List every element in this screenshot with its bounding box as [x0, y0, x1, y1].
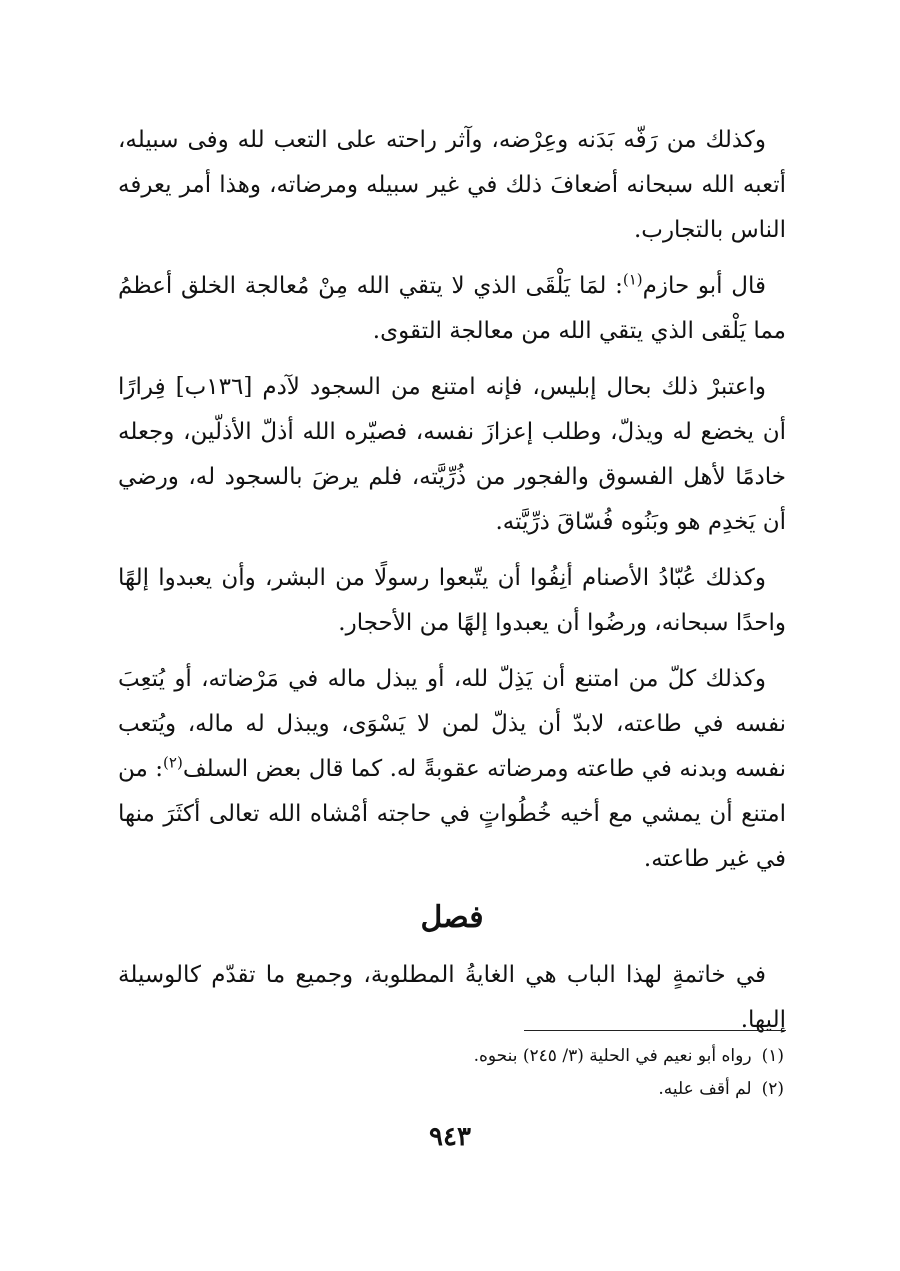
footnote-1-text: رواه أبو نعيم في الحلية (٣/ ٢٤٥) بنحوه. — [473, 1046, 752, 1066]
footnote-divider — [524, 1030, 786, 1031]
paragraph-2-after: : لمَا يَلْقَى الذي لا يتقي الله مِنْ مُعالجة الخلق أعظمُ مما يَلْقى الذي يتقي الله من معالجة التقوى. — [118, 273, 786, 344]
paragraph-5-before: وكذلك كلّ من امتنع أن يَذِلّ لله، أو يبذل ماله في مَرْضاته، أو يُتعِبَ نفسه في طاعته، لابدّ أن يذلّ لمن لا يَسْوَى، ويبذل له ماله، ويُتعب نفسه وبدنه في طاعته ومرضاته عقوبةً له. كما قال بعض السلف — [118, 666, 786, 782]
section-heading: فصل — [420, 900, 484, 935]
paragraph-1 — [118, 118, 786, 253]
paragraph-1-text: وكذلك من رَفّه بَدَنه وعِرْضه، وآثر راحته على التعب لله وفى سبيله، أتعبه الله سبحانه أضعافَ ذلك في غير سبيله ومرضاته، وهذا أمر يعرفه الناس بالتجارب. — [118, 127, 786, 243]
footnote-2-text: لم أقف عليه. — [658, 1079, 752, 1099]
main-text — [118, 118, 786, 1054]
paragraph-3-text: واعتبرْ ذلك بحال إبليس، فإنه امتنع من السجود لآدم [١٣٦ب] فِرارًا أن يخضع له ويذلّ، وطلب إعزازَ نفسه، فصيّره الله أذلّ الأذلّين، وجعله خادمًا لأهل الفسوق والفجور من ذُرِّيَّته، فلم يرضَ بالسجود له، ورضي أن يَخدِم هو وبَنُوه فُسّاقَ ذرِّيَّته. — [118, 374, 786, 535]
footnote-1 — [118, 1040, 784, 1073]
paragraph-2-before: قال أبو حازم — [642, 273, 766, 299]
paragraph-4 — [118, 556, 786, 646]
paragraph-3 — [118, 365, 786, 545]
footnotes — [118, 1040, 784, 1106]
footnote-ref-2: (٢) — [163, 753, 183, 772]
footnote-2 — [118, 1073, 784, 1106]
footnote-2-number: (٢) — [761, 1079, 784, 1099]
footnote-ref-1: (١) — [622, 270, 643, 289]
footnote-1-number: (١) — [761, 1046, 784, 1066]
paragraph-4-text: وكذلك عُبّادُ الأصنام أنِفُوا أن يتّبعوا رسولًا من البشر، وأن يعبدوا إلهًا واحدًا سبحانه، ورضُوا أن يعبدوا إلهًا من الأحجار. — [118, 565, 786, 636]
paragraph-5-after: : من امتنع أن يمشي مع أخيه خُطُواتٍ في حاجته أمْشاه الله تعالى أكثَرَ منها في غير طاعته. — [118, 756, 786, 872]
closing-paragraph-text: في خاتمةٍ لهذا الباب هي الغايةُ المطلوبة، وجميع ما تقدّم كالوسيلة إليها. — [118, 962, 786, 1033]
paragraph-5 — [118, 657, 786, 882]
page-number: ٩٤٣ — [429, 1122, 471, 1152]
paragraph-2 — [118, 264, 786, 354]
